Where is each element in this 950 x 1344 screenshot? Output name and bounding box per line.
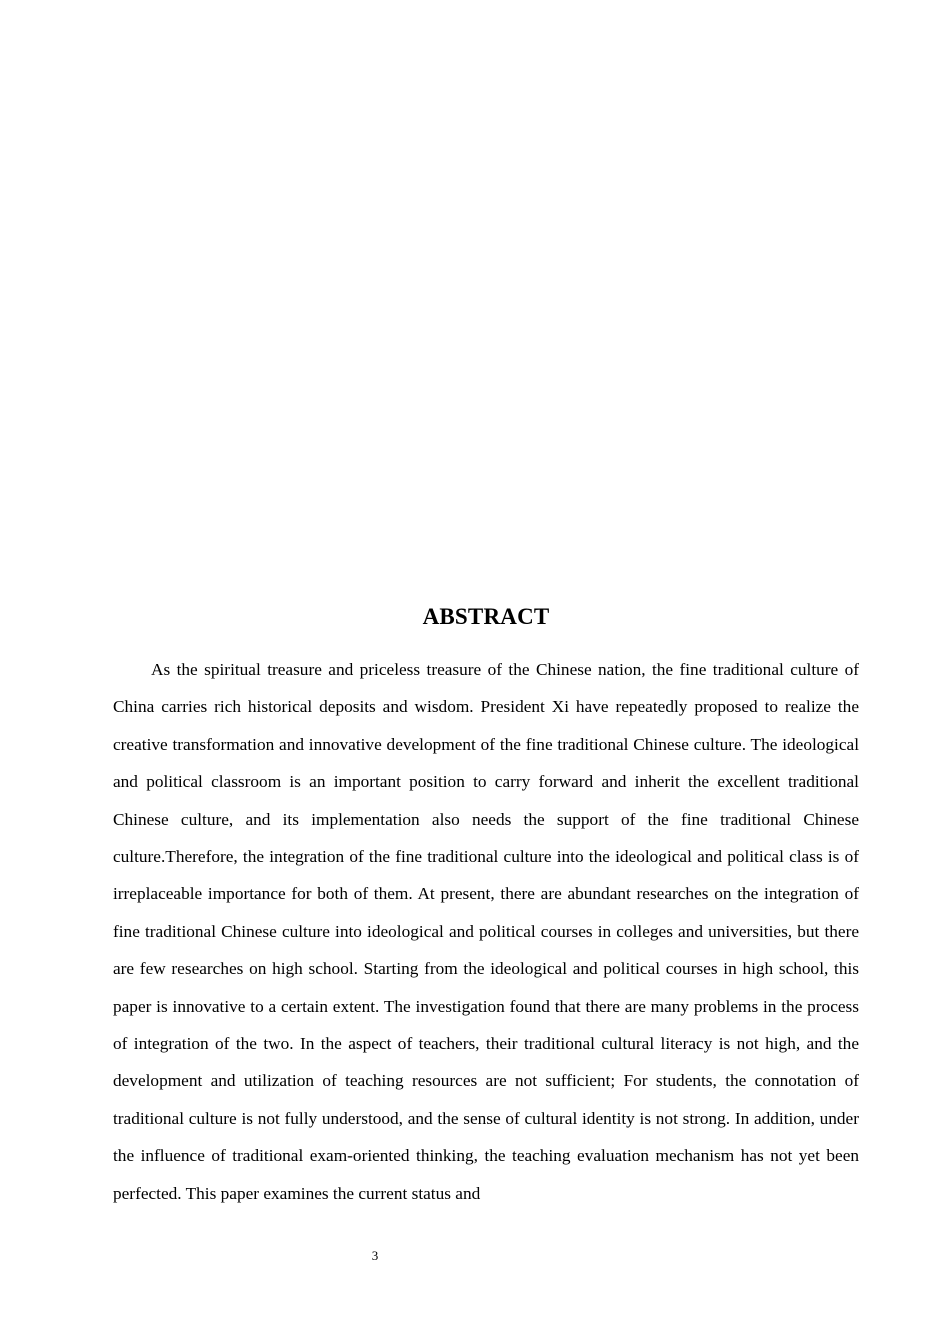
abstract-heading: ABSTRACT — [422, 604, 550, 629]
abstract-paragraph: As the spiritual treasure and priceless treasure of the Chinese nation, the fine traditional culture of China carries rich historical deposits and wisdom. President Xi have repeatedly proposed to realize the creative transformation and innovative development of the fine traditional Chinese culture. The ideological and political classroom is an important position to carry forward and inherit the excellent traditional Chinese culture, and its implementation also needs the support of the fine traditional Chinese culture.Therefore, the integration of the fine traditional culture into the ideological and political class is of irreplaceable importance for both of them. At present, there are abundant researches on the integration of fine traditional Chinese culture into ideological and political courses in colleges and universities, but there are few researches on high school. Starting from the ideological and political courses in high school, this paper is innovative to a certain extent. The investigation found that there are many problems in the process of integration of the two. In the aspect of teachers, their traditional cultural literacy is not high, and the development and utilization of teaching resources are not sufficient; For students, the connotation of traditional culture is not fully understood, and the sense of cultural identity is not strong. In addition, under the influence of traditional exam-oriented thinking, the teaching evaluation mechanism has not yet been perfected. This paper examines the current status and — [113, 660, 859, 1203]
page-number: 3 — [371, 1248, 379, 1263]
